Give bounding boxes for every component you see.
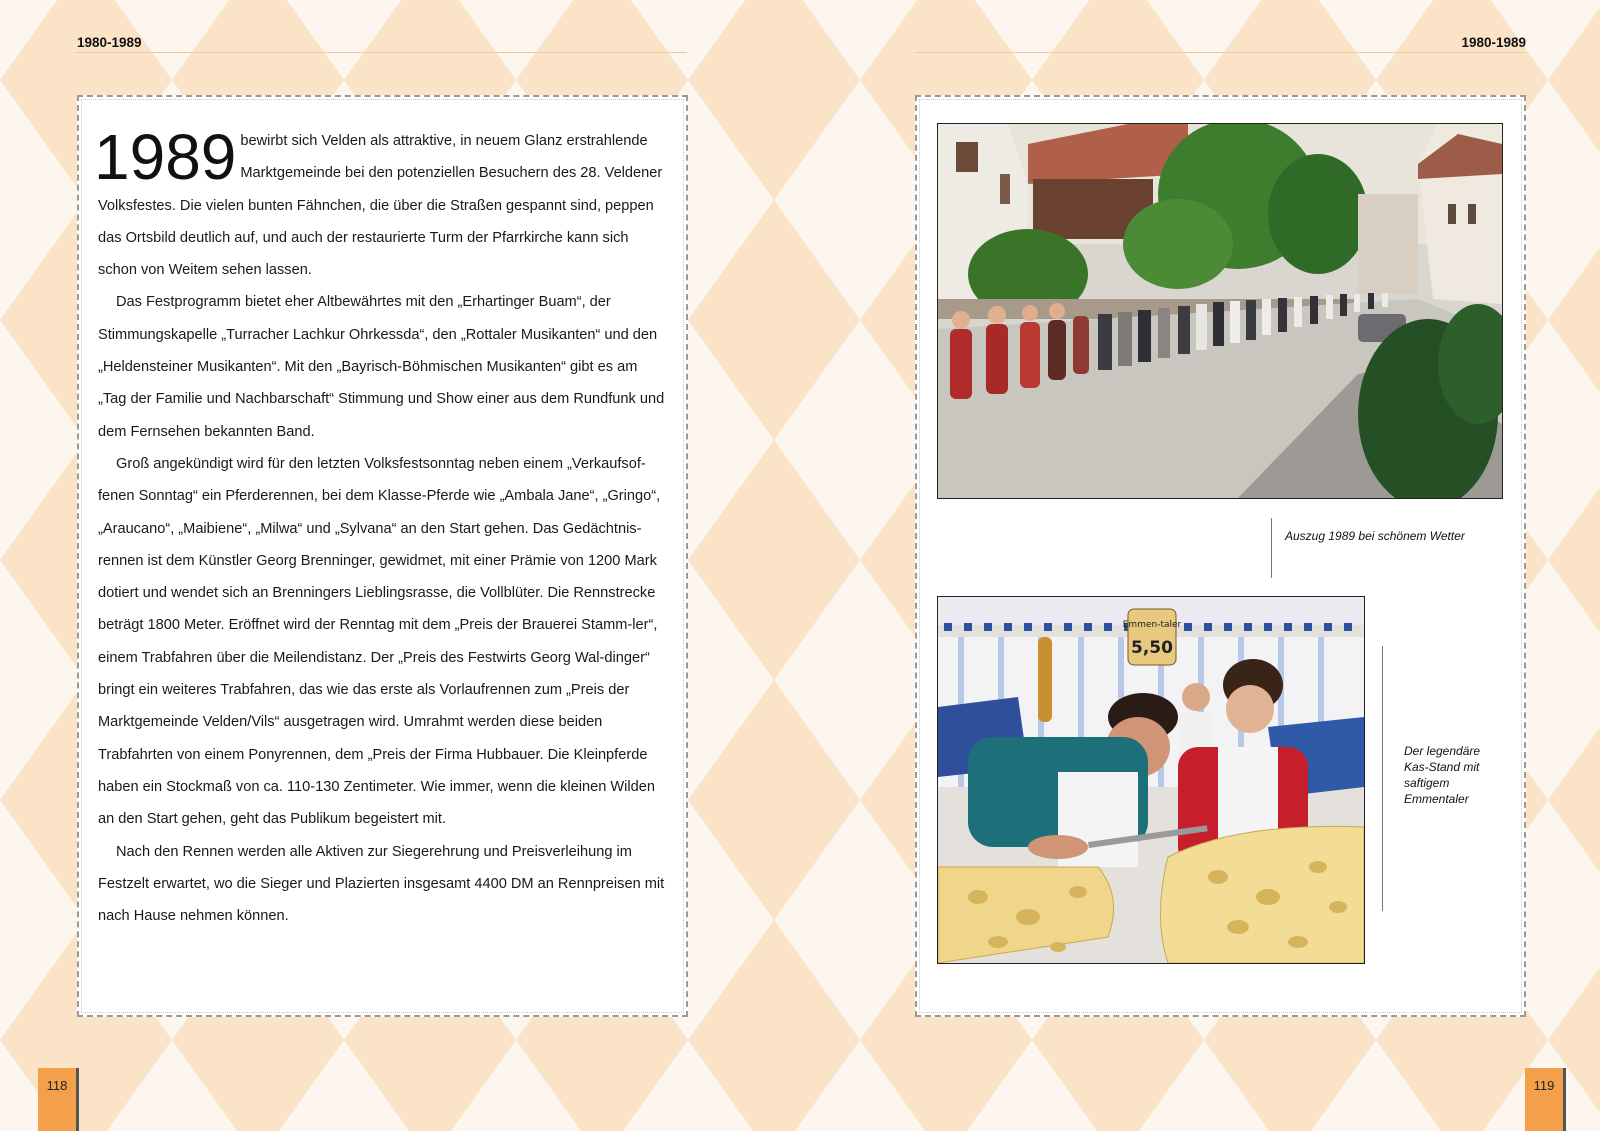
parade-photo — [937, 123, 1503, 499]
article-paragraph-1 — [94, 121, 668, 286]
cheese-caption-line — [1382, 646, 1383, 911]
article-body — [94, 121, 668, 932]
drop-year: 1989 — [94, 121, 237, 193]
cheese-caption — [1404, 743, 1514, 807]
left-running-header: 1980-1989 — [77, 35, 142, 50]
price-sign-bottom-text: 5,50 — [1131, 638, 1173, 658]
left-header-rule — [75, 52, 687, 53]
parade-caption: Auszug 1989 bei schönem Wetter — [1285, 529, 1465, 543]
cheese-caption-line-3: saftigem — [1404, 776, 1450, 790]
paragraph-1-text: bewirbt sich Velden als attraktive, in neuem Glanz erstrahlende Marktgemeinde bei den potenziellen Besuchern des 28. Veldener Volksfestes. Die vielen bunten Fähnchen, die über die Straßen gespannt sind, peppen das Ortsbild deutlich auf, und auch der restaurierte Turm der Pfarrkirche kann sich schon von Weitem sehen lassen. — [98, 133, 663, 279]
right-page-number: 119 — [1525, 1068, 1563, 1131]
parade-caption-line — [1271, 518, 1272, 578]
price-sign-top-text: Emmen-taler — [1122, 620, 1182, 630]
left-page-number: 118 — [38, 1068, 76, 1131]
cheese-caption-line-4: Emmentaler — [1404, 792, 1469, 806]
cheese-caption-line-2: Kas-Stand mit — [1404, 760, 1480, 774]
right-running-header: 1980-1989 — [1461, 35, 1526, 50]
right-header-rule — [915, 52, 1525, 53]
article-paragraph-3: Groß angekündigt wird für den letzten Volksfestsonntag neben einem „Verkaufsof-fenen Sonntag“ ein Pferderennen, bei dem Klasse-Pferde wie „Ambala Jane“, „Gringo“, „Araucano“, „Maibiene“, „Milwa“ und „Sylvana“ an den Start gehen. Das Gedächtnis-rennen ist dem Künstler Georg Brenninger, gewidmet, mit einer Prämie von 1200 Mark dotiert und wendet sich an Brenningers Lieblingsrasse, die Vollblüter. Die Rennstrecke beträgt 1800 Meter. Eröffnet wird der Renntag mit dem „Preis der Brauerei Stamm-ler“, einem Trabfahren über die Meilendistanz. Der „Preis des Festwirts Georg Wal-dinger“ bringt ein weiteres Trabfahren, das wie das erste als Vorlaufrennen zum „Preis der Marktgemeinde Velden/Vils“ ausgetragen wird. Umrahmt werden diese beiden Trabfahrten von einem Ponyrennen, dem „Preis der Firma Hubbauer. Die Kleinpferde haben ein Stockmaß von ca. 110-130 Zentimeter. Wie immer, wenn die kleinen Wilden an den Start gehen, geht das Publikum begeistert mit. — [98, 455, 661, 828]
article-paragraph-4: Nach den Rennen werden alle Aktiven zur Siegerehrung und Preisverleihung im Festzelt erwartet, wo die Sieger und Plazierten insgesamt 4400 DM an Rennpreisen mit nach Hause nehmen können. — [98, 843, 665, 925]
article-paragraph-2: Das Festprogramm bietet eher Altbewährtes mit den „Erhartinger Buam“, der Stimmungskapelle „Turracher Lachkur Ohrkessda“, den „Rottaler Musikanten“ und den „Heldensteiner Musikanten“. Mit den „Bayrisch-Böhmischen Musikanten“ gibt es am „Tag der Familie und Nachbarschaft“ Stimmung und Show einer aus dem Rundfunk und dem Fernsehen bekannten Band. — [98, 294, 665, 440]
cheese-stand-photo — [937, 596, 1365, 964]
cheese-caption-line-1: Der legendäre — [1404, 744, 1481, 758]
